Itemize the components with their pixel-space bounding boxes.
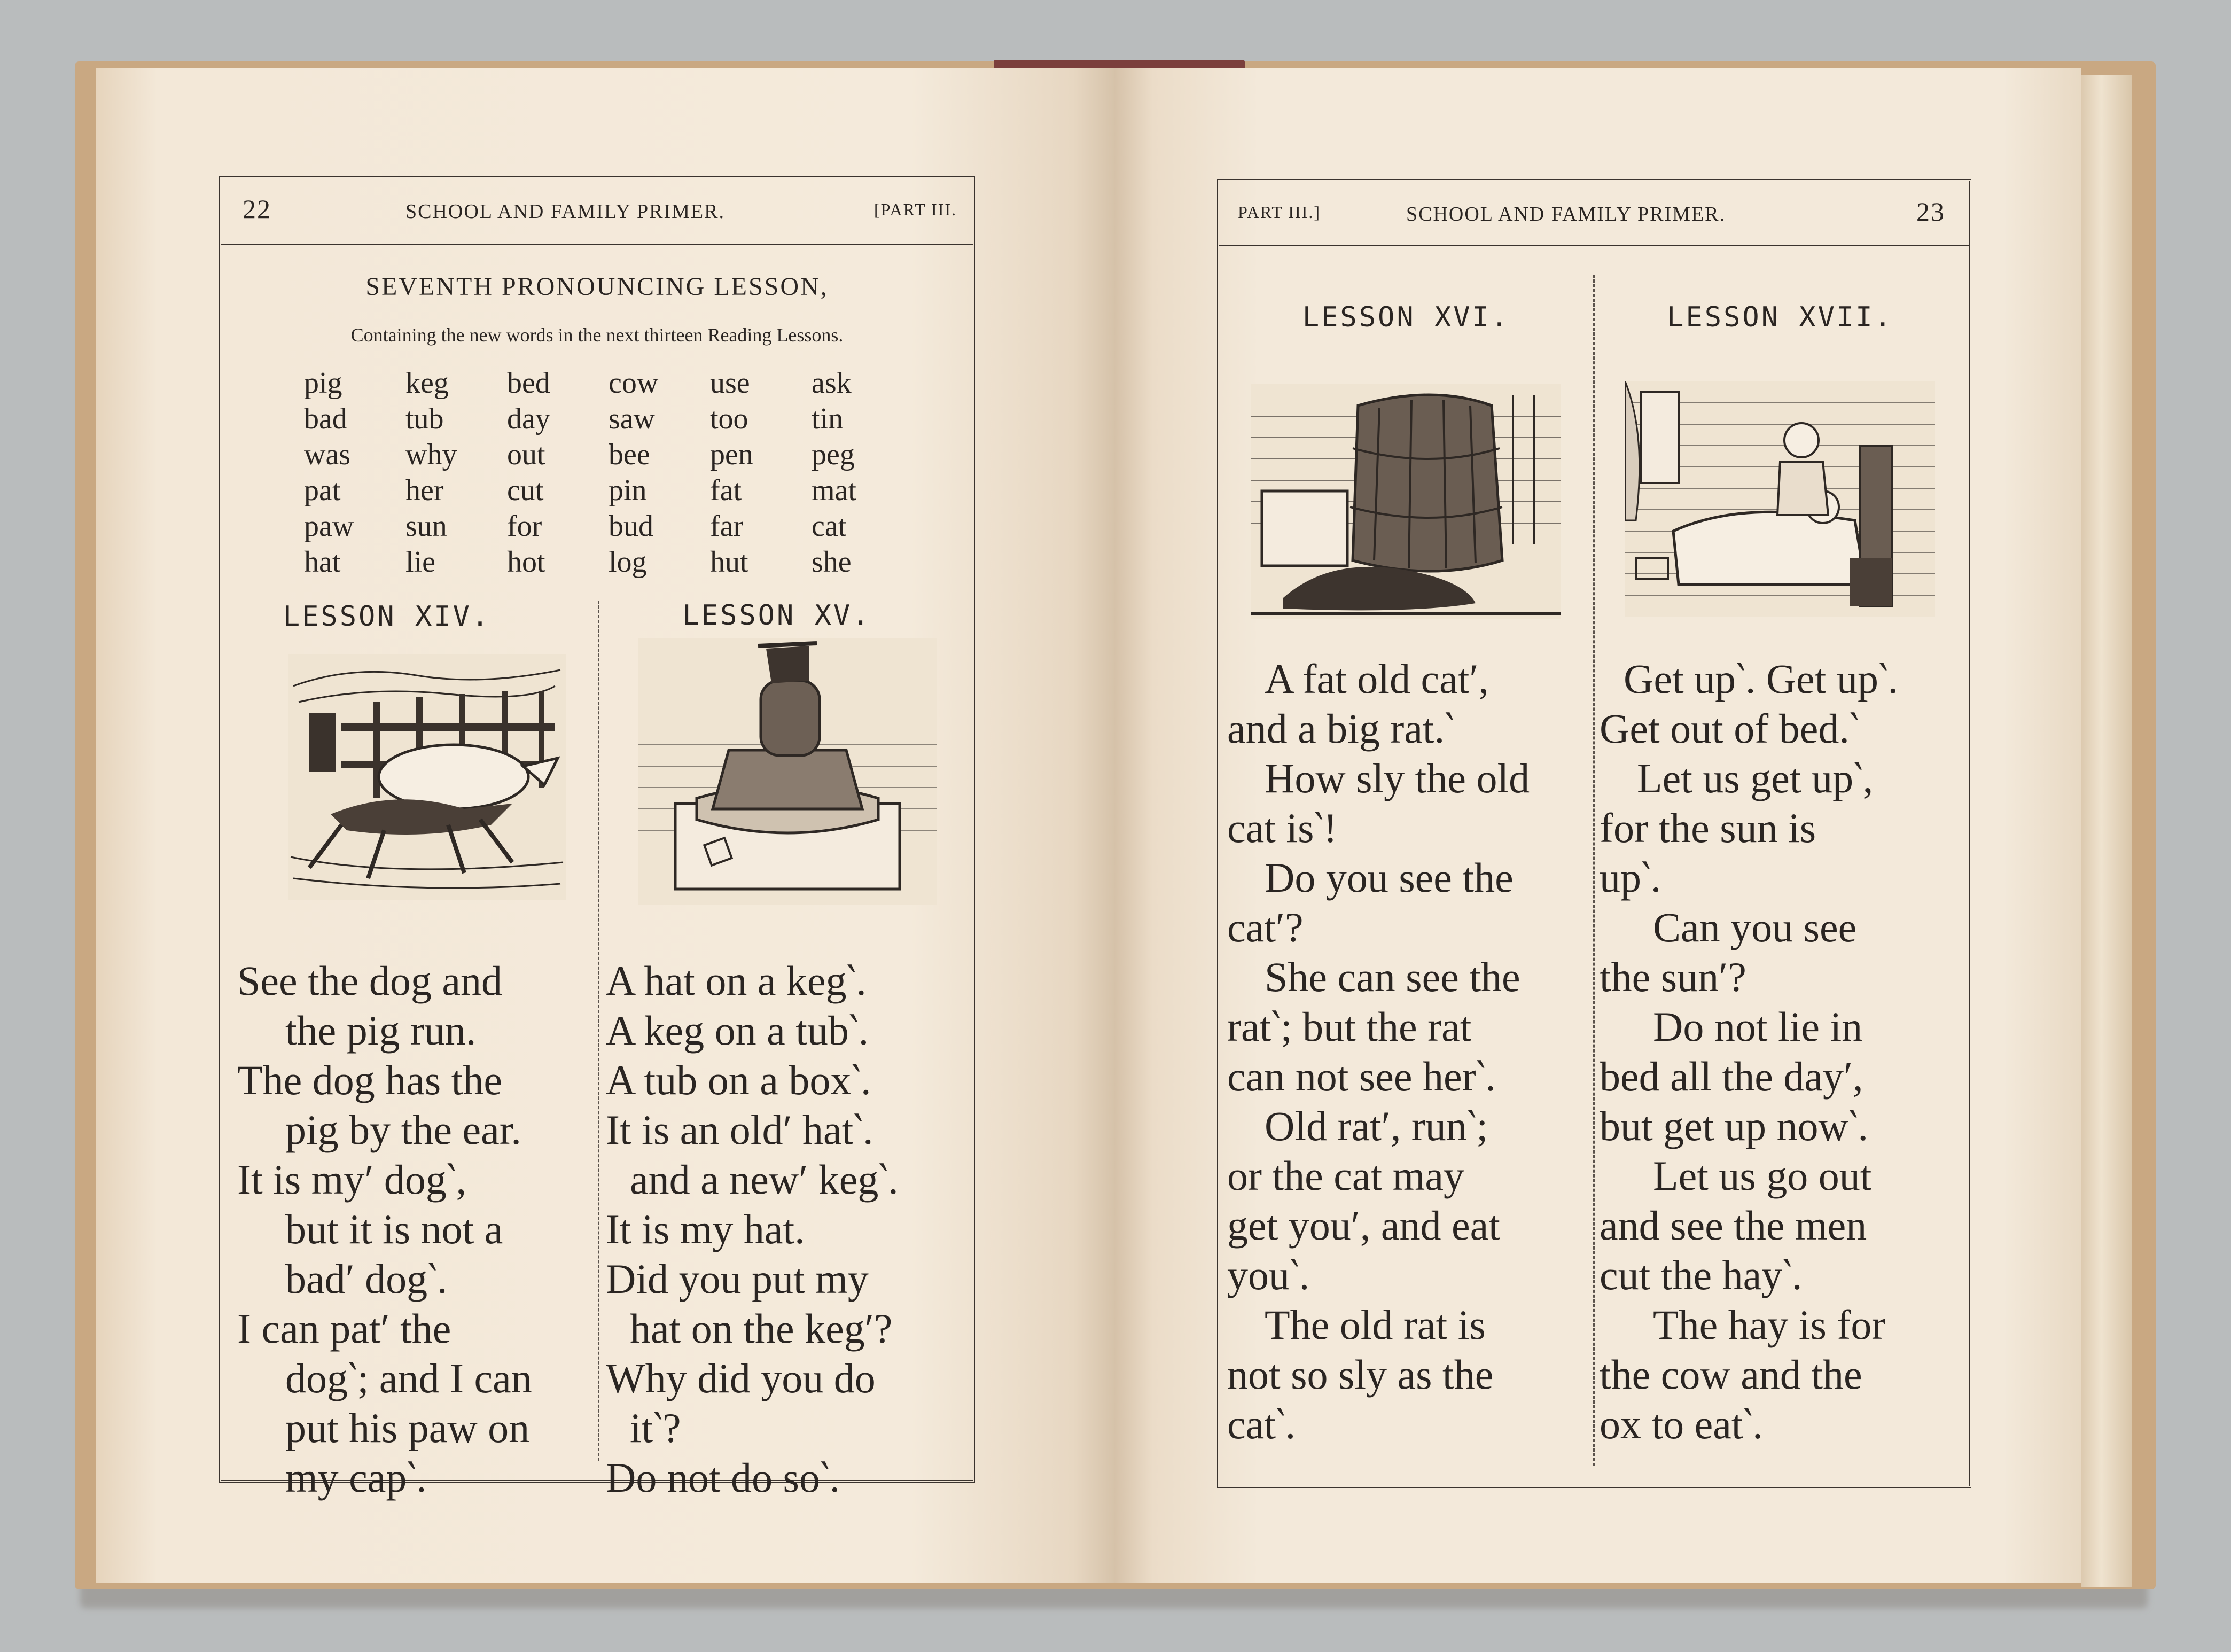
text-line: ox to eat‵. xyxy=(1600,1401,1763,1447)
dog-chasing-pig-woodcut xyxy=(288,654,566,900)
text-line: It is my hat. xyxy=(606,1206,805,1252)
text-line: cut the hay‵. xyxy=(1600,1252,1803,1298)
text-line: The dog has the xyxy=(237,1057,503,1103)
text-line: get you′, and eat xyxy=(1227,1202,1500,1249)
text-line: the pig run. xyxy=(285,1007,477,1054)
vocab-word: hut xyxy=(710,546,748,579)
right-running-header xyxy=(1219,181,1969,247)
text-line: it‵? xyxy=(630,1405,681,1451)
text-line: A hat on a keg‵. xyxy=(606,957,867,1004)
vocab-word: pat xyxy=(304,474,341,507)
text-line: put his paw on xyxy=(285,1405,530,1451)
vocab-word: peg xyxy=(812,438,855,471)
left-page-frame xyxy=(219,176,975,1501)
text-line: but get up now‵. xyxy=(1600,1103,1869,1149)
text-line: I can pat′ the xyxy=(237,1305,451,1352)
part-label: PART III.] xyxy=(1238,202,1321,222)
word-list xyxy=(304,365,913,580)
text-line: The old rat is xyxy=(1265,1302,1486,1348)
text-line: and see the men xyxy=(1600,1202,1867,1249)
text-line: you‵. xyxy=(1227,1252,1310,1298)
text-line: Get out of bed.‵ xyxy=(1600,705,1859,752)
text-line: The hay is for xyxy=(1653,1302,1886,1348)
hat-keg-tub-box-woodcut xyxy=(638,638,937,905)
text-line: cat‵. xyxy=(1227,1401,1296,1447)
text-line: Let us go out xyxy=(1653,1152,1872,1199)
text-line: Can you see xyxy=(1653,904,1857,950)
vocab-word: use xyxy=(710,367,750,400)
text-line: Old rat′, run‵; xyxy=(1265,1103,1488,1149)
vocab-word: far xyxy=(710,510,744,543)
text-line: Let us get up‵, xyxy=(1637,755,1874,801)
vocab-word: pig xyxy=(304,367,342,400)
text-line: How sly the old xyxy=(1265,755,1530,801)
vocab-word: too xyxy=(710,402,748,435)
text-line: It is an old′ hat‵. xyxy=(606,1106,873,1153)
vocab-word: tub xyxy=(405,402,444,435)
text-line: Get up‵. Get up‵. xyxy=(1624,656,1899,702)
text-line: bad′ dog‵. xyxy=(285,1256,448,1302)
text-line: or the cat may xyxy=(1227,1152,1464,1199)
section-title: SEVENTH PRONOUNCING LESSON, xyxy=(365,272,829,301)
text-line: cat is‵! xyxy=(1227,805,1338,851)
vocab-word: bad xyxy=(304,402,347,435)
text-line: It is my′ dog‵, xyxy=(237,1156,467,1203)
text-line: Do not do so‵. xyxy=(606,1454,840,1501)
lesson-title: LESSON XIV. xyxy=(283,601,491,633)
text-line: dog‵; and I can xyxy=(285,1355,532,1401)
running-head: SCHOOL AND FAMILY PRIMER. xyxy=(1406,203,1726,225)
text-line: rat‵; but the rat xyxy=(1227,1003,1472,1050)
vocab-word: bee xyxy=(609,438,650,471)
text-line: Do not lie in xyxy=(1653,1003,1863,1050)
page-number: 22 xyxy=(243,194,271,224)
part-label: [PART III. xyxy=(874,200,957,219)
text-line: up‵. xyxy=(1600,854,1661,901)
running-head: SCHOOL AND FAMILY PRIMER. xyxy=(405,200,725,223)
vocab-word: sun xyxy=(405,510,447,543)
column-divider xyxy=(598,601,599,1461)
text-line: can not see her‵. xyxy=(1227,1053,1496,1100)
vocab-word: was xyxy=(304,438,351,471)
section-subtitle: Containing the new words in the next thirteen Reading Lessons. xyxy=(350,324,844,346)
vocab-word: fat xyxy=(710,474,742,507)
column-divider xyxy=(1593,275,1595,1466)
vocab-word: lie xyxy=(405,546,435,579)
vocab-word: log xyxy=(609,546,647,579)
text-line: A fat old cat′, xyxy=(1265,656,1489,702)
vocab-word: why xyxy=(405,438,457,471)
text-line: not so sly as the xyxy=(1227,1351,1494,1398)
vocab-word: cow xyxy=(609,367,659,400)
text-line: and a new′ keg‵. xyxy=(630,1156,899,1203)
vocab-word: cat xyxy=(812,510,847,543)
page-edges xyxy=(2081,75,2132,1587)
text-line: A keg on a tub‵. xyxy=(606,1007,869,1054)
vocab-word: ask xyxy=(812,367,852,400)
text-line: She can see the xyxy=(1265,954,1520,1000)
text-line: Why did you do xyxy=(606,1355,876,1401)
cat-and-barrel-woodcut xyxy=(1251,384,1561,619)
lesson-xv-text xyxy=(606,956,899,1502)
vocab-word: saw xyxy=(609,402,656,435)
text-line: A tub on a box‵. xyxy=(606,1057,871,1103)
page-number: 23 xyxy=(1916,197,1945,227)
vocab-word: hot xyxy=(507,546,545,579)
lesson-xiv-text xyxy=(237,956,532,1502)
text-line: the sun′? xyxy=(1600,954,1746,1000)
lesson-xvi-text xyxy=(1227,654,1530,1449)
lesson-title: LESSON XVII. xyxy=(1667,301,1893,333)
vocab-word: keg xyxy=(405,367,449,400)
text-line: Did you put my xyxy=(606,1256,869,1302)
lesson-title: LESSON XVI. xyxy=(1302,301,1510,333)
vocab-word: bed xyxy=(507,367,550,400)
text-line: cat′? xyxy=(1227,904,1304,950)
vocab-word: bud xyxy=(609,510,653,543)
vocab-word: she xyxy=(812,546,852,579)
text-line: but it is not a xyxy=(285,1206,503,1252)
vocab-word: cut xyxy=(507,474,544,507)
text-line: the cow and the xyxy=(1600,1351,1862,1398)
lesson-title: LESSON XV. xyxy=(682,599,871,632)
vocab-word: pen xyxy=(710,438,753,471)
vocab-word: day xyxy=(507,402,550,435)
vocab-word: tin xyxy=(812,402,844,435)
text-line: my cap‵. xyxy=(285,1454,427,1501)
vocab-word: mat xyxy=(812,474,856,507)
text-line: for the sun is xyxy=(1600,805,1816,851)
vocab-word: paw xyxy=(304,510,354,543)
text-line: Do you see the xyxy=(1265,854,1514,901)
text-line: See the dog and xyxy=(237,957,503,1004)
text-line: hat on the keg′? xyxy=(630,1305,893,1352)
text-line: bed all the day′, xyxy=(1600,1053,1863,1100)
vocab-word: her xyxy=(405,474,444,507)
child-in-bed-woodcut xyxy=(1625,381,1935,617)
left-running-header xyxy=(221,178,973,245)
vocab-word: pin xyxy=(609,474,647,507)
text-line: and a big rat.‵ xyxy=(1227,705,1454,752)
lesson-xvii-text xyxy=(1600,654,1898,1449)
vocab-word: hat xyxy=(304,546,341,579)
right-page-frame xyxy=(1217,179,1971,1488)
text-line: pig by the ear. xyxy=(285,1106,521,1153)
vocab-word: out xyxy=(507,438,545,471)
vocab-word: for xyxy=(507,510,542,543)
